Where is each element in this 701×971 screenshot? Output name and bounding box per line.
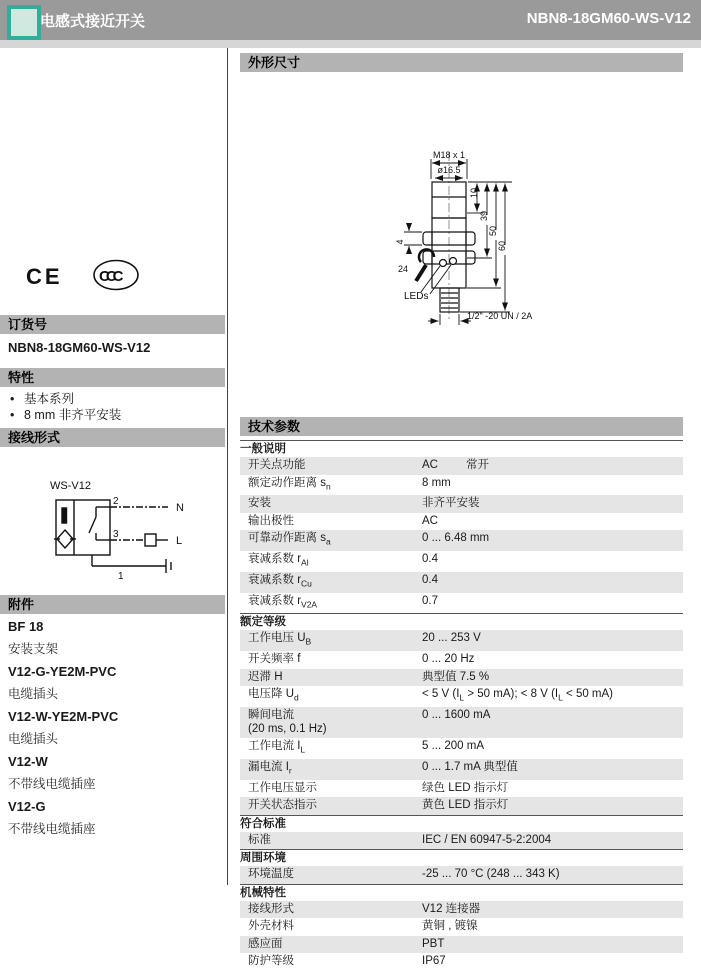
param-value: -25 ... 70 °C (248 ... 343 K): [422, 868, 560, 881]
param-label: 额定动作距离 $s_n$: [248, 476, 331, 491]
accessories-section-header: 附件: [0, 595, 225, 614]
param-value: 绿色 LED 指示灯: [422, 781, 509, 794]
terminal-1-label: 1: [118, 571, 124, 582]
param-row: [240, 651, 683, 669]
param-value: IEC / EN 60947-5-2:2004: [422, 833, 552, 846]
param-value: IP67: [422, 955, 446, 968]
header-part-number: NBN8-18GM60-WS-V12: [526, 10, 691, 27]
accessory-desc: 不带线电缆插座: [8, 777, 96, 791]
param-row: [240, 918, 683, 936]
dim-39-label: 39: [479, 210, 489, 222]
param-label: 开关点功能: [248, 459, 306, 471]
accessory-name: V12-W: [8, 754, 48, 769]
param-value: 非齐平安装: [422, 497, 480, 510]
table-section-header: 符合标准: [240, 815, 683, 832]
param-value: 0 ... 1.7 mA 典型值: [422, 760, 518, 773]
param-row: [240, 707, 683, 738]
param-label: 工作电流 $I_L$: [248, 740, 306, 755]
param-row: [240, 572, 683, 593]
param-value: V12 连接器: [422, 902, 481, 915]
param-label: 环境温度: [248, 868, 294, 881]
wire-n-label: N: [176, 502, 184, 514]
leds-label: LEDs: [404, 291, 429, 302]
wrench-size-label: 24: [398, 264, 409, 274]
param-row: [240, 593, 683, 614]
feature-item: • 基本系列: [10, 392, 75, 406]
param-row: [240, 797, 683, 815]
connection-section-header: 接线形式: [0, 428, 225, 447]
param-label: 标准: [248, 833, 271, 846]
accessory-desc: 安装支架: [8, 642, 59, 656]
param-row: [240, 669, 683, 687]
svg-text:CE: CE: [26, 264, 63, 289]
param-value: < 5 V ($I_L > 50$ mA); < 8 V ($I_L < 50$ mA): [422, 688, 614, 703]
param-label: 感应面: [248, 937, 283, 950]
param-value: 0 ... 6.48 mm: [422, 532, 490, 545]
param-label: 工作电压 $U_B$: [248, 632, 312, 647]
param-label: 电压降 $U_d$: [248, 688, 299, 703]
param-value: 0 ... 1600 mA: [422, 709, 491, 722]
param-value: AC 常开: [422, 459, 489, 471]
param-label: 接线形式: [248, 902, 294, 915]
table-section-header: 额定等级: [240, 613, 683, 630]
dim-50-label: 50: [488, 225, 498, 237]
terminal-3-label: 3: [113, 529, 119, 540]
param-label: 瞬间电流 (20 ms, 0.1 Hz): [248, 709, 327, 735]
tech-section-header: 技术参数: [240, 417, 683, 436]
dim-thread-top-label: M18 x 1: [432, 150, 466, 160]
accessory-desc: 电缆插头: [8, 687, 59, 701]
ce-mark-logo: [26, 262, 66, 290]
svg-text:CCC: CCC: [99, 268, 120, 285]
param-value: 典型值 7.5 %: [422, 670, 490, 683]
param-value: 20 ... 253 V: [422, 632, 481, 645]
dim-60-label: 60: [497, 240, 507, 252]
accessories-list: [8, 616, 220, 841]
param-row: [240, 513, 683, 531]
dimension-drawing: [385, 146, 690, 380]
param-label: 衰减系数 $r_{Al}$: [248, 553, 309, 568]
wiring-diagram-label: WS-V12: [50, 480, 91, 492]
param-row: [240, 495, 683, 513]
features-section-header: 特性: [0, 368, 225, 387]
param-row: [240, 901, 683, 919]
brand-square-icon: [7, 5, 41, 40]
dim-10-label: 10: [469, 187, 479, 199]
param-value: PBT: [422, 937, 445, 950]
param-label: 开关状态指示: [248, 799, 317, 812]
param-value: 5 ... 200 mA: [422, 740, 485, 753]
param-value: AC: [422, 514, 438, 527]
param-value: 黄色 LED 指示灯: [422, 799, 509, 812]
param-row: [240, 457, 683, 475]
accessory-desc: 不带线电缆插座: [8, 822, 96, 836]
param-label: 衰减系数 $r_{V2A}$: [248, 594, 318, 609]
param-label: 衰减系数 $r_{Cu}$: [248, 573, 312, 589]
column-divider: [227, 48, 228, 885]
param-value: 黄铜 , 镀镍: [422, 920, 478, 933]
param-label: 可靠动作距离 $s_a$: [248, 532, 331, 547]
param-row: [240, 630, 683, 651]
accessory-name: V12-G: [8, 799, 46, 814]
param-value: 8 mm: [422, 476, 451, 489]
table-section-header: 周围环境: [240, 849, 683, 866]
order-part-number: NBN8-18GM60-WS-V12: [8, 340, 151, 355]
accessory-name: V12-G-YE2M-PVC: [8, 664, 117, 679]
param-row: [240, 953, 683, 971]
param-row: [240, 936, 683, 954]
accessory-name: V12-W-YE2M-PVC: [8, 709, 119, 724]
param-label: 漏电流 $I_r$: [248, 760, 292, 776]
dim-thread-bottom-label: 1/2" -20 UN / 2A: [467, 311, 533, 321]
param-label: 工作电压显示: [248, 781, 317, 794]
tech-table: [240, 440, 683, 971]
param-row: [240, 475, 683, 496]
param-row: [240, 759, 683, 780]
param-label: 开关频率 f: [248, 653, 301, 666]
order-section-header: 订货号: [0, 315, 225, 334]
header-divider-strip: [0, 40, 701, 48]
dimensions-section-header: 外形尺寸: [240, 53, 683, 72]
param-label: 迟滞 H: [248, 670, 283, 683]
accessory-name: BF 18: [8, 619, 44, 634]
ccc-mark-logo: [92, 258, 140, 292]
param-label: 安装: [248, 497, 271, 510]
wire-l-label: L: [176, 535, 183, 547]
param-label: 外壳材料: [248, 920, 294, 933]
feature-item: • 8 mm 非齐平安装: [10, 408, 122, 422]
param-row: [240, 832, 683, 850]
param-row: [240, 780, 683, 798]
param-value: 0.4: [422, 573, 438, 586]
table-section-header: 机械特性: [240, 884, 683, 901]
product-family-title: 电感式接近开关: [40, 13, 146, 30]
wiring-diagram: [18, 475, 218, 590]
param-label: 输出极性: [248, 514, 294, 527]
param-value: 0.4: [422, 553, 438, 566]
param-value: 0 ... 20 Hz: [422, 653, 475, 666]
param-value: 0.7: [422, 594, 438, 607]
accessory-desc: 电缆插头: [8, 732, 59, 746]
param-label: 防护等级: [248, 955, 294, 968]
bullet-icon: •: [10, 392, 15, 406]
dim-diameter-label: ø16.5: [437, 165, 461, 175]
dim-4-label: 4: [395, 239, 405, 245]
terminal-2-label: 2: [113, 496, 119, 507]
param-row: [240, 738, 683, 759]
table-section-header: 一般说明: [240, 440, 683, 457]
bullet-icon: •: [10, 408, 15, 422]
param-row: [240, 866, 683, 884]
param-row: [240, 551, 683, 572]
param-row: [240, 686, 683, 707]
page-header: [0, 0, 701, 40]
param-row: [240, 530, 683, 551]
